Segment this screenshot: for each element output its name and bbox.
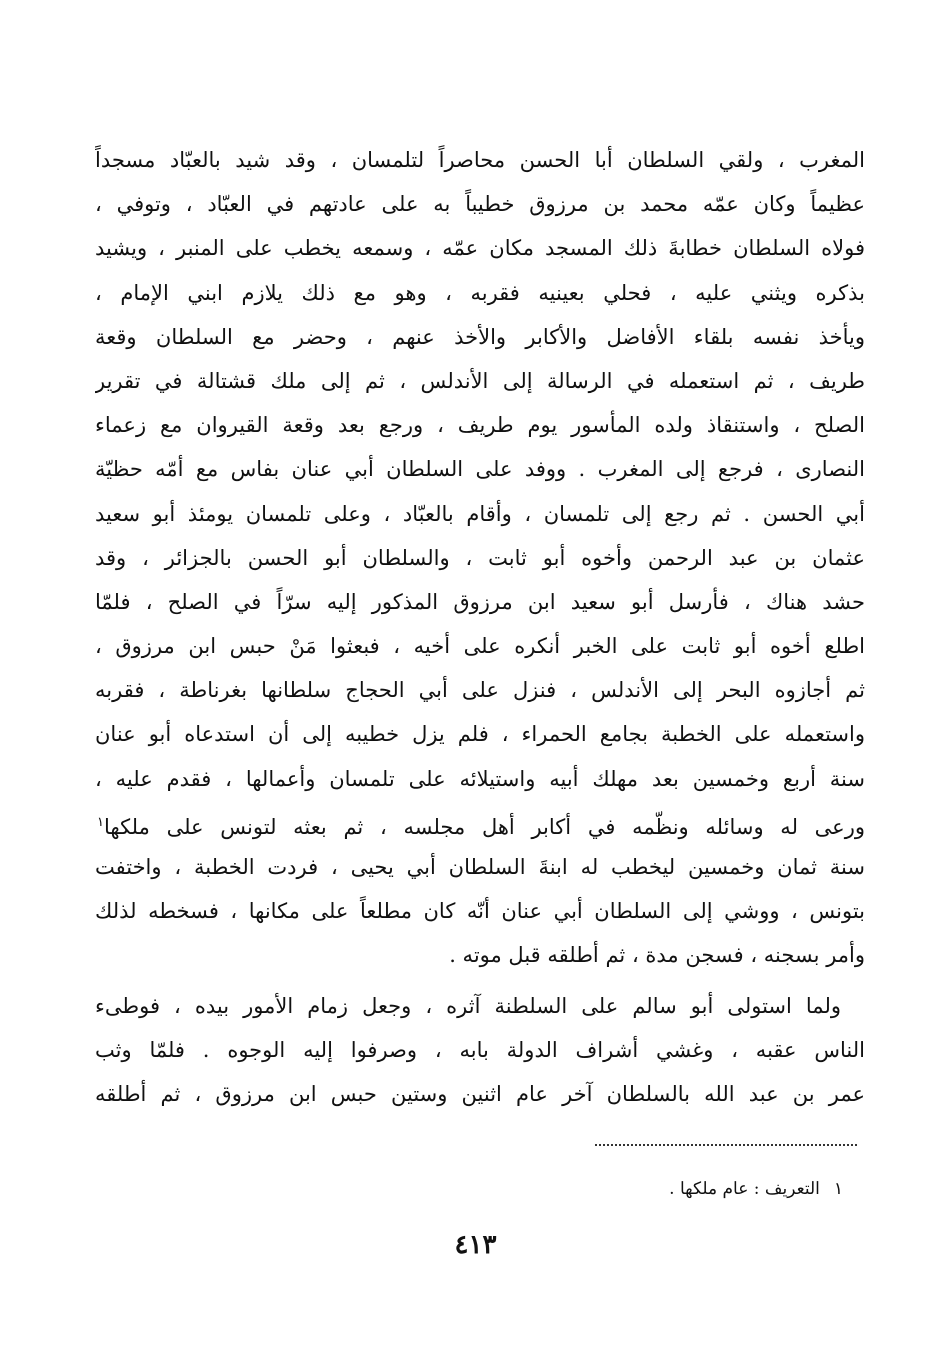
footnote <box>669 1176 843 1202</box>
text-line: المغرب ، ولقي السلطان أبا الحسن محاصراً لتلمسان ، وقد شيد بالعبّاد مسجداً <box>95 148 865 172</box>
footnote-number: ١ <box>833 1179 843 1199</box>
text-line: ويأخذ نفسه بلقاء الأفاضل والأكابر والأخذ عنهم ، وحضر مع السلطان وقعة <box>95 324 865 349</box>
text-line: عمر بن عبد الله بالسلطان آخر عام اثنين وستين حبس ابن مرزوق ، ثم أطلقه <box>95 1081 865 1106</box>
text-line: الناس عقبه ، وغشي أشراف الدولة بابه ، وصرفوا إليه الوجوه . فلمّا وثب <box>95 1037 865 1062</box>
text-line: طريف ، ثم استعمله في الرسالة إلى الأندلس ، ثم إلى ملك قشتالة في تقرير <box>95 368 865 393</box>
text-line: ولما استولى أبو سالم على السلطنة آثره ، وجعل زمام الأمور بيده ، فوطىء <box>95 993 841 1018</box>
text-line: النصارى ، فرجع إلى المغرب . ووفد على السلطان أبي عنان بفاس مع أمّه حظيّة <box>95 457 865 482</box>
text-line: وأمر بسجنه ، فسجن مدة ، ثم أطلقه قبل موته . <box>449 943 865 968</box>
page-number: ٤١٣ <box>454 1230 497 1260</box>
text-line: سنة ثمان وخمسين ليخطب له ابنةَ السلطان أبي يحيى ، فردت الخطبة ، واختفت <box>95 855 865 879</box>
text-line: الصلح ، واستنقاذ ولده المأسور يوم طريف ، ورجع بعد وقعة القيروان مع زعماء <box>95 413 865 438</box>
text-line: عثمان بن عبد الرحمن وأخوه أبو ثابت ، والسلطان أبو الحسن بالجزائر ، وقد <box>95 545 865 570</box>
text-line: سنة أربع وخمسين بعد مهلك أبيه واستيلائه على تلمسان وأعمالها ، فقدم عليه ، <box>95 766 865 791</box>
text-line-content: ورعى له وسائله ونظّمه في أكابر أهل مجلسه ، ثم بعثه لتونس على ملكها <box>103 814 865 839</box>
text-line-with-footnote <box>95 801 865 845</box>
footnote-separator <box>595 1144 857 1146</box>
text-line: اطلع أخوه أبو ثابت على الخبر أنكره على أخيه ، فبعثوا مَنْ حبس ابن مرزوق ، <box>95 634 865 659</box>
text-line: بتونس ، ووشي إلى السلطان أبي عنان أنّه كان مطلعاً على مكانها ، فسخطه لذلك <box>95 899 865 924</box>
footnote-marker: ١ <box>97 814 104 830</box>
text-line: أبي الحسن . ثم رجع إلى تلمسان ، وأقام بالعبّاد ، وعلى تلمسان يومئذ أبو سعيد <box>95 501 865 526</box>
text-line: بذكره ويثني عليه ، فحلي بعينيه فقربه ، وهو مع ذلك يلازم ابني الإمام ، <box>95 280 865 305</box>
text-line: ثم أجازوه البحر إلى الأندلس ، فنزل على أبي الحجاج سلطانها بغرناطة ، فقربه <box>95 678 865 703</box>
footnote-text: التعريف : عام ملكها . <box>669 1179 820 1199</box>
text-line: فولاه السلطان خطابةَ ذلك المسجد مكان عمّه ، وسمعه يخطب على المنبر ، ويشيد <box>95 236 865 261</box>
text-line: واستعمله على الخطبة بجامع الحمراء ، فلم يزل خطيبه إلى أن استدعاه أبو عنان <box>95 722 865 747</box>
text-line: حشد هناك ، فأرسل أبو سعيد ابن مرزوق المذكور إليه سرّاً في الصلح ، فلمّا <box>95 589 865 614</box>
main-text <box>95 138 865 1116</box>
text-line: عظيماً وكان عمّه محمد بن مرزوق خطيباً به على عادتهم في العبّاد ، وتوفي ، <box>95 192 865 217</box>
